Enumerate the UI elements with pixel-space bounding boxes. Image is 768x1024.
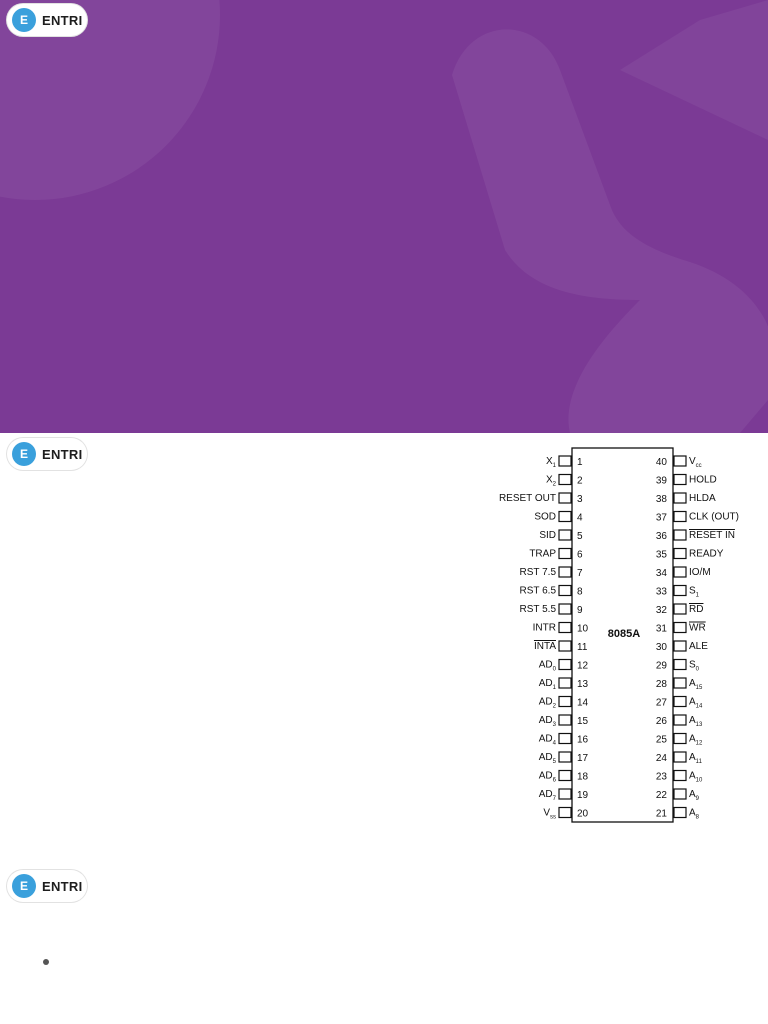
- pin-1-stub: [559, 456, 571, 466]
- pin-21-number: 21: [655, 808, 667, 820]
- entri-logo-icon: E: [12, 874, 36, 898]
- pin-40-label: $V_{cc}$: [689, 456, 702, 469]
- pin-10-number: 10: [577, 623, 589, 635]
- pin-19-stub: [559, 789, 571, 799]
- pin-23-stub: [674, 771, 686, 781]
- pin-33-number: 33: [655, 586, 667, 598]
- pin-24-stub: [674, 752, 686, 762]
- pin-17-label: $AD_5$: [538, 752, 556, 765]
- pin-37-stub: [674, 512, 686, 522]
- pin-5-number: 5: [577, 531, 583, 542]
- pin-14-label: $AD_2$: [538, 696, 556, 710]
- pin-4-label: SOD: [534, 511, 556, 523]
- pin-7-number: 7: [577, 568, 583, 579]
- pin-30-number: 30: [655, 642, 667, 653]
- pin-25-stub: [674, 734, 686, 744]
- pin-9-label: RST 5.5: [519, 604, 556, 615]
- pin-10-label: INTR: [532, 622, 556, 634]
- pin-22-stub: [674, 789, 686, 799]
- pin-18-number: 18: [577, 771, 589, 783]
- pin-24-label: $A_{11}$: [689, 752, 702, 765]
- pin-32-label: RD: [689, 604, 704, 615]
- pin-2-stub: [559, 475, 571, 485]
- pin-36-number: 36: [655, 531, 667, 542]
- pin-29-number: 29: [655, 660, 667, 672]
- pin-40-stub: [674, 456, 686, 466]
- pin-12-number: 12: [577, 660, 589, 672]
- pin-30-label: ALE: [689, 641, 708, 652]
- pin-11-stub: [559, 641, 571, 651]
- pin-15-label: $AD_3$: [538, 715, 556, 728]
- pin-7-label: RST 7.5: [519, 567, 556, 578]
- pin-7-stub: [559, 567, 571, 577]
- pin-27-stub: [674, 697, 686, 707]
- entri-logo-icon: E: [12, 8, 36, 32]
- pin-26-number: 26: [655, 716, 667, 727]
- pin-30-stub: [674, 641, 686, 651]
- pin-13-stub: [559, 678, 571, 688]
- pin-13-label: $AD_1$: [538, 678, 556, 691]
- pin-16-label: $AD_4$: [538, 733, 556, 747]
- pin-8-stub: [559, 586, 571, 596]
- pin-8-label: RST 6.5: [519, 585, 556, 597]
- pin-20-stub: [559, 808, 571, 818]
- pin-25-label: $A_{12}$: [689, 733, 703, 747]
- pin-16-number: 16: [577, 734, 589, 746]
- entri-logo-text: ENTRI: [42, 446, 83, 462]
- pin-39-stub: [674, 475, 686, 485]
- pin-16-stub: [559, 734, 571, 744]
- pin-31-label: WR: [689, 622, 706, 634]
- pin-36-label: RESET IN: [689, 530, 735, 541]
- pin-17-number: 17: [577, 753, 589, 764]
- pin-27-label: $A_{14}$: [689, 696, 703, 710]
- pin-32-stub: [674, 604, 686, 614]
- pin-12-label: $AD_0$: [538, 659, 556, 673]
- pin-9-stub: [559, 604, 571, 614]
- pin-6-number: 6: [577, 549, 583, 561]
- pin-35-label: READY: [689, 548, 724, 560]
- pin-21-label: $A_8$: [689, 807, 700, 821]
- pin-38-number: 38: [655, 494, 667, 505]
- pin-11-number: 11: [577, 642, 588, 653]
- pin-37-label: CLK (OUT): [689, 511, 739, 523]
- bullet-point: [43, 959, 49, 965]
- pin-23-number: 23: [655, 771, 667, 783]
- pin-29-stub: [674, 660, 686, 670]
- pin-22-label: $A_9$: [689, 789, 700, 802]
- pin-1-number: 1: [577, 457, 583, 468]
- pin-32-number: 32: [655, 605, 667, 616]
- pin-14-stub: [559, 697, 571, 707]
- pin-18-label: $AD_6$: [538, 770, 556, 784]
- pin-39-number: 39: [655, 475, 667, 487]
- pin-12-stub: [559, 660, 571, 670]
- pin-28-label: $A_{15}$: [689, 678, 703, 691]
- pin-28-number: 28: [655, 679, 667, 690]
- pin-33-label: $S_1$: [689, 585, 700, 599]
- pin-2-label: $X_2$: [545, 474, 556, 488]
- pin-28-stub: [674, 678, 686, 688]
- pin-11-label: INTA: [533, 641, 556, 652]
- pin-22-number: 22: [655, 790, 667, 801]
- pin-18-stub: [559, 771, 571, 781]
- pin-34-stub: [674, 567, 686, 577]
- pin-19-label: $AD_7$: [538, 789, 556, 802]
- pin-34-label: IO/M: [689, 567, 711, 578]
- pin-8-number: 8: [577, 586, 583, 598]
- pin-35-number: 35: [655, 549, 667, 561]
- pin-6-stub: [559, 549, 571, 559]
- pin-3-label: RESET OUT: [498, 493, 556, 504]
- pin-40-number: 40: [655, 457, 667, 468]
- pin-1-label: $X_1$: [545, 456, 556, 469]
- pin-3-stub: [559, 493, 571, 503]
- pin-27-number: 27: [655, 697, 667, 709]
- pin-38-stub: [674, 493, 686, 503]
- pin-33-stub: [674, 586, 686, 596]
- pin-20-label: $V_{ss}$: [543, 807, 556, 821]
- pin-23-label: $A_{10}$: [689, 770, 703, 784]
- pin-5-label: SID: [539, 530, 556, 541]
- pin-17-stub: [559, 752, 571, 762]
- pin-31-number: 31: [655, 623, 667, 635]
- pin-15-number: 15: [577, 716, 589, 727]
- pin-4-stub: [559, 512, 571, 522]
- pin-6-label: TRAP: [529, 548, 556, 560]
- pin-35-stub: [674, 549, 686, 559]
- entri-logo-icon: E: [12, 442, 36, 466]
- pin-24-number: 24: [655, 753, 667, 764]
- pin-38-label: HLDA: [689, 493, 716, 504]
- pin-26-label: $A_{13}$: [689, 715, 703, 728]
- pin-31-stub: [674, 623, 686, 633]
- pin-21-stub: [674, 808, 686, 818]
- pin-5-stub: [559, 530, 571, 540]
- pin-3-number: 3: [577, 494, 583, 505]
- pin-10-stub: [559, 623, 571, 633]
- pin-15-stub: [559, 715, 571, 725]
- pin-2-number: 2: [577, 475, 583, 487]
- pin-20-number: 20: [577, 808, 589, 820]
- pin-13-number: 13: [577, 679, 589, 690]
- pin-39-label: HOLD: [689, 474, 717, 486]
- pin-19-number: 19: [577, 790, 589, 801]
- pin-36-stub: [674, 530, 686, 540]
- entri-logo-text: ENTRI: [42, 12, 83, 28]
- pin-34-number: 34: [655, 568, 667, 579]
- pin-14-number: 14: [577, 697, 589, 709]
- pin-25-number: 25: [655, 734, 667, 746]
- entri-logo-text: ENTRI: [42, 878, 83, 894]
- pin-26-stub: [674, 715, 686, 725]
- pin-4-number: 4: [577, 512, 583, 524]
- pin-37-number: 37: [655, 512, 667, 524]
- chip-name: 8085A: [607, 628, 641, 640]
- pin-9-number: 9: [577, 605, 583, 616]
- pin-29-label: $S_0$: [689, 659, 700, 673]
